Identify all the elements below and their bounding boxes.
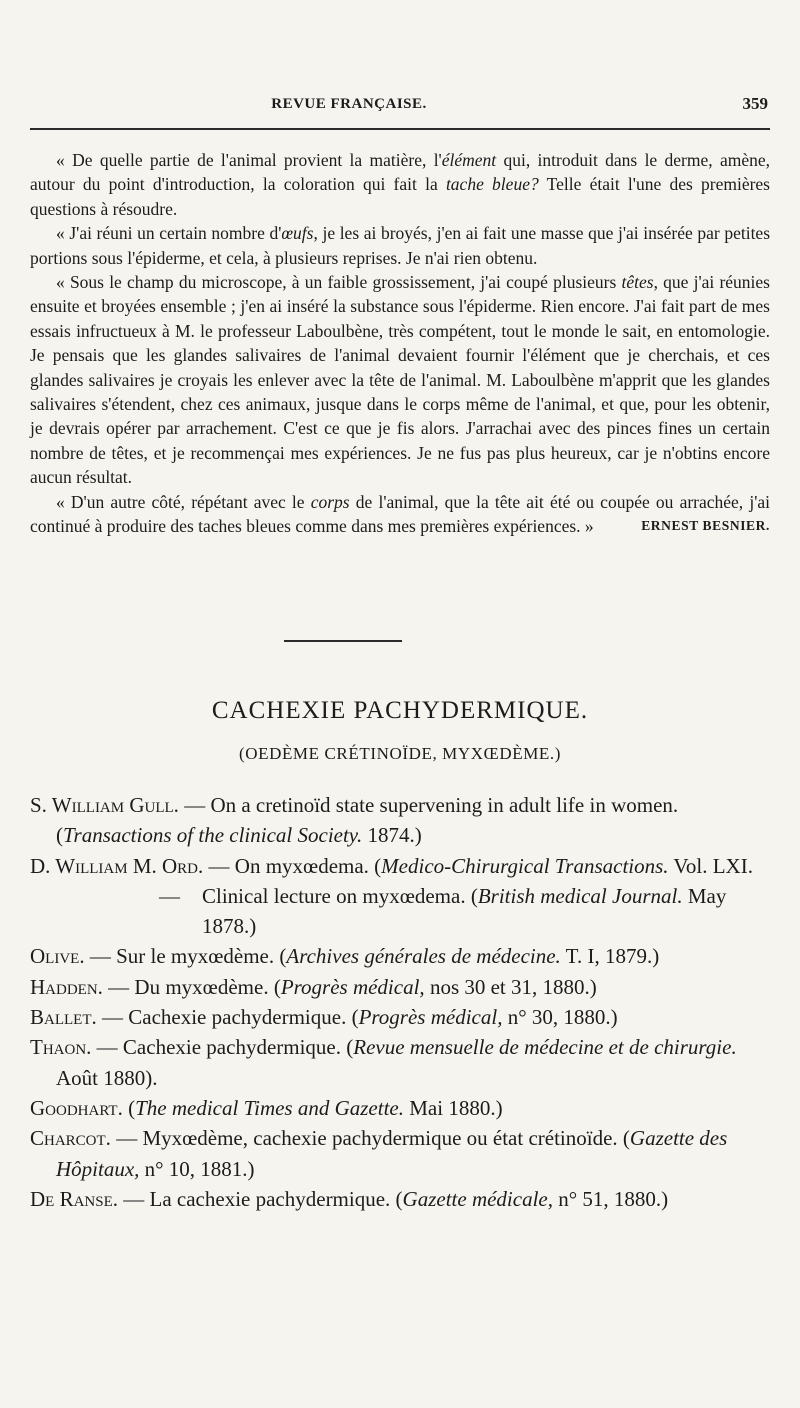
- ref-author: Olive.: [30, 944, 85, 969]
- reference-entry: [30, 1032, 770, 1093]
- italic-run: tache bleue?: [445, 174, 539, 195]
- paragraph-3: [30, 270, 770, 490]
- ref-title: Transactions of the clinical Society.: [63, 823, 363, 848]
- reference-entry: [30, 1093, 770, 1123]
- text-run: « D'un autre côté, répétant avec le: [56, 491, 311, 512]
- ref-title: The medical Times and Gazette.: [135, 1095, 404, 1120]
- body-text: [30, 148, 770, 539]
- italic-run: corps: [310, 491, 350, 512]
- ref-tail: n° 10, 1881.): [139, 1156, 255, 1181]
- reference-entry: [30, 1123, 770, 1184]
- ref-author: Ballet.: [30, 1005, 97, 1030]
- ref-author: De Ranse.: [30, 1186, 119, 1211]
- paragraph-1: [30, 148, 770, 221]
- bibliography: [30, 790, 770, 1214]
- reference-entry: [30, 1002, 770, 1032]
- ref-title: British medical Journal.: [477, 883, 683, 908]
- text-run: « De quelle partie de l'animal provient la matière, l': [56, 150, 442, 170]
- page-number: 359: [742, 94, 768, 113]
- paragraph-4: [30, 490, 770, 539]
- ref-tail: T. I, 1879.): [560, 944, 660, 969]
- running-title: REVUE FRANÇAISE.: [271, 96, 427, 112]
- ref-text: — Sur le myxœdème. (: [84, 944, 287, 969]
- ref-tail: Vol. LXI.: [668, 853, 753, 878]
- italic-run: œufs: [281, 223, 314, 244]
- ref-text: — Myxœdème, cachexie pachydermique ou état crétinoïde. (: [110, 1126, 630, 1151]
- ditto-dash: —: [159, 883, 180, 908]
- section-subtitle: (OEDÈME CRÉTINOÏDE, MYXŒDÈME.): [238, 744, 562, 763]
- text-run: , que j'ai réunies ensuite et broyées ensemble ; j'en ai inséré la substance sous l'épiderme. Rien encore. J'ai fait part de mes essais infructueux à M. le professeur Laboulbène, très compétent, tout le monde le sait, en entomologie. Je pensais que les glandes salivaires de l'animal devaient fournir l'élément que je cherchais, et ces glandes salivaires je croyais les enlever avec la tête de l'animal. M. Laboulbène m'apprit que les glandes salivaires s'étendent, chez ces animaux, jusque dans le corps même de l'animal, et que, pour les obtenir, je devrais opérer par arrachement. C'est ce que je fis alors. J'arrachai avec des pinces fines un certain nombre de têtes, et je recommençai mes expériences. Je ne fus pas plus heureux, car je n'obtins encore aucun résultat.: [30, 272, 770, 488]
- reference-entry: [30, 851, 770, 881]
- reference-entry: [30, 972, 770, 1002]
- ref-text: — Cachexie pachydermique. (: [96, 1005, 359, 1030]
- ref-text: Clinical lecture on myxœdema. (: [202, 883, 478, 908]
- ref-text: — On myxœdema. (: [203, 853, 382, 878]
- paragraph-2: [30, 221, 770, 270]
- ref-title: Gazette médicale,: [402, 1186, 553, 1211]
- running-head: [30, 92, 768, 118]
- ref-tail: n° 30, 1880.): [502, 1005, 618, 1030]
- ref-text: — Cachexie pachydermique. (: [91, 1035, 354, 1060]
- ref-tail: Mai 1880.): [404, 1095, 503, 1120]
- reference-entry: [30, 790, 770, 851]
- ref-title: Archives générales de médecine.: [286, 944, 561, 969]
- ref-text: — La cachexie pachydermique. (: [118, 1186, 403, 1211]
- ref-author: Goodhart.: [30, 1095, 123, 1120]
- ref-title: Medico-Chirurgical Transactions.: [381, 853, 669, 878]
- section-title: CACHEXIE PACHYDERMIQUE.: [211, 697, 589, 724]
- ref-tail: Août 1880).: [56, 1065, 158, 1090]
- ref-author: Thaon.: [30, 1035, 92, 1060]
- ref-title: Progrès médical,: [280, 974, 425, 999]
- text-run: , je les ai broyés, j'en ai fait une masse que j'ai insérée par petites portions sous l'épiderme, et cela, à plusieurs reprises. Je n'ai rien obtenu.: [30, 223, 771, 268]
- ref-title: Revue mensuelle de médecine et de chirurgie.: [353, 1035, 737, 1060]
- ref-tail: 1874.): [362, 823, 422, 848]
- ref-text: — On a cretinoïd state supervening in adult life in women. (: [56, 793, 679, 848]
- header-rule: [30, 128, 770, 130]
- ref-title: Gazette des Hôpitaux,: [56, 1126, 728, 1181]
- ref-title: Progrès médical,: [358, 1005, 503, 1030]
- ref-tail: nos 30 et 31, 1880.): [424, 974, 597, 999]
- ref-author: Hadden.: [30, 974, 103, 999]
- ref-author: Charcot.: [30, 1126, 111, 1151]
- reference-entry: [30, 881, 770, 942]
- section-separator: [284, 640, 402, 642]
- ref-tail: n° 51, 1880.): [553, 1186, 669, 1211]
- ref-tail: May 1878.): [202, 883, 727, 939]
- text-run: qui, introduit dans le derme, amène, autour du point d'introduction, la coloration qui fait la: [30, 150, 770, 195]
- text-run: Telle était l'une des premières questions à résoudre.: [30, 174, 770, 219]
- author-signature: ERNEST BESNIER.: [641, 518, 770, 534]
- text-run: de l'animal, que la tête ait été ou coupée ou arrachée, j'ai continué à produire des taches bleues comme dans mes premières expériences. »: [30, 491, 770, 537]
- text-run: « J'ai réuni un certain nombre d': [56, 223, 282, 244]
- ref-author: S. William Gull.: [30, 793, 179, 817]
- italic-run: élément: [441, 150, 497, 170]
- italic-run: têtes: [621, 272, 654, 293]
- ref-body: [202, 881, 762, 942]
- reference-entry: [30, 1184, 770, 1214]
- ref-text: — Du myxœdème. (: [102, 974, 281, 999]
- ref-author: D. William M. Ord.: [30, 853, 204, 878]
- text-run: « Sous le champ du microscope, à un faible grossissement, j'ai coupé plusieurs: [56, 272, 622, 293]
- ref-text: (: [122, 1095, 136, 1120]
- reference-entry: [30, 941, 770, 971]
